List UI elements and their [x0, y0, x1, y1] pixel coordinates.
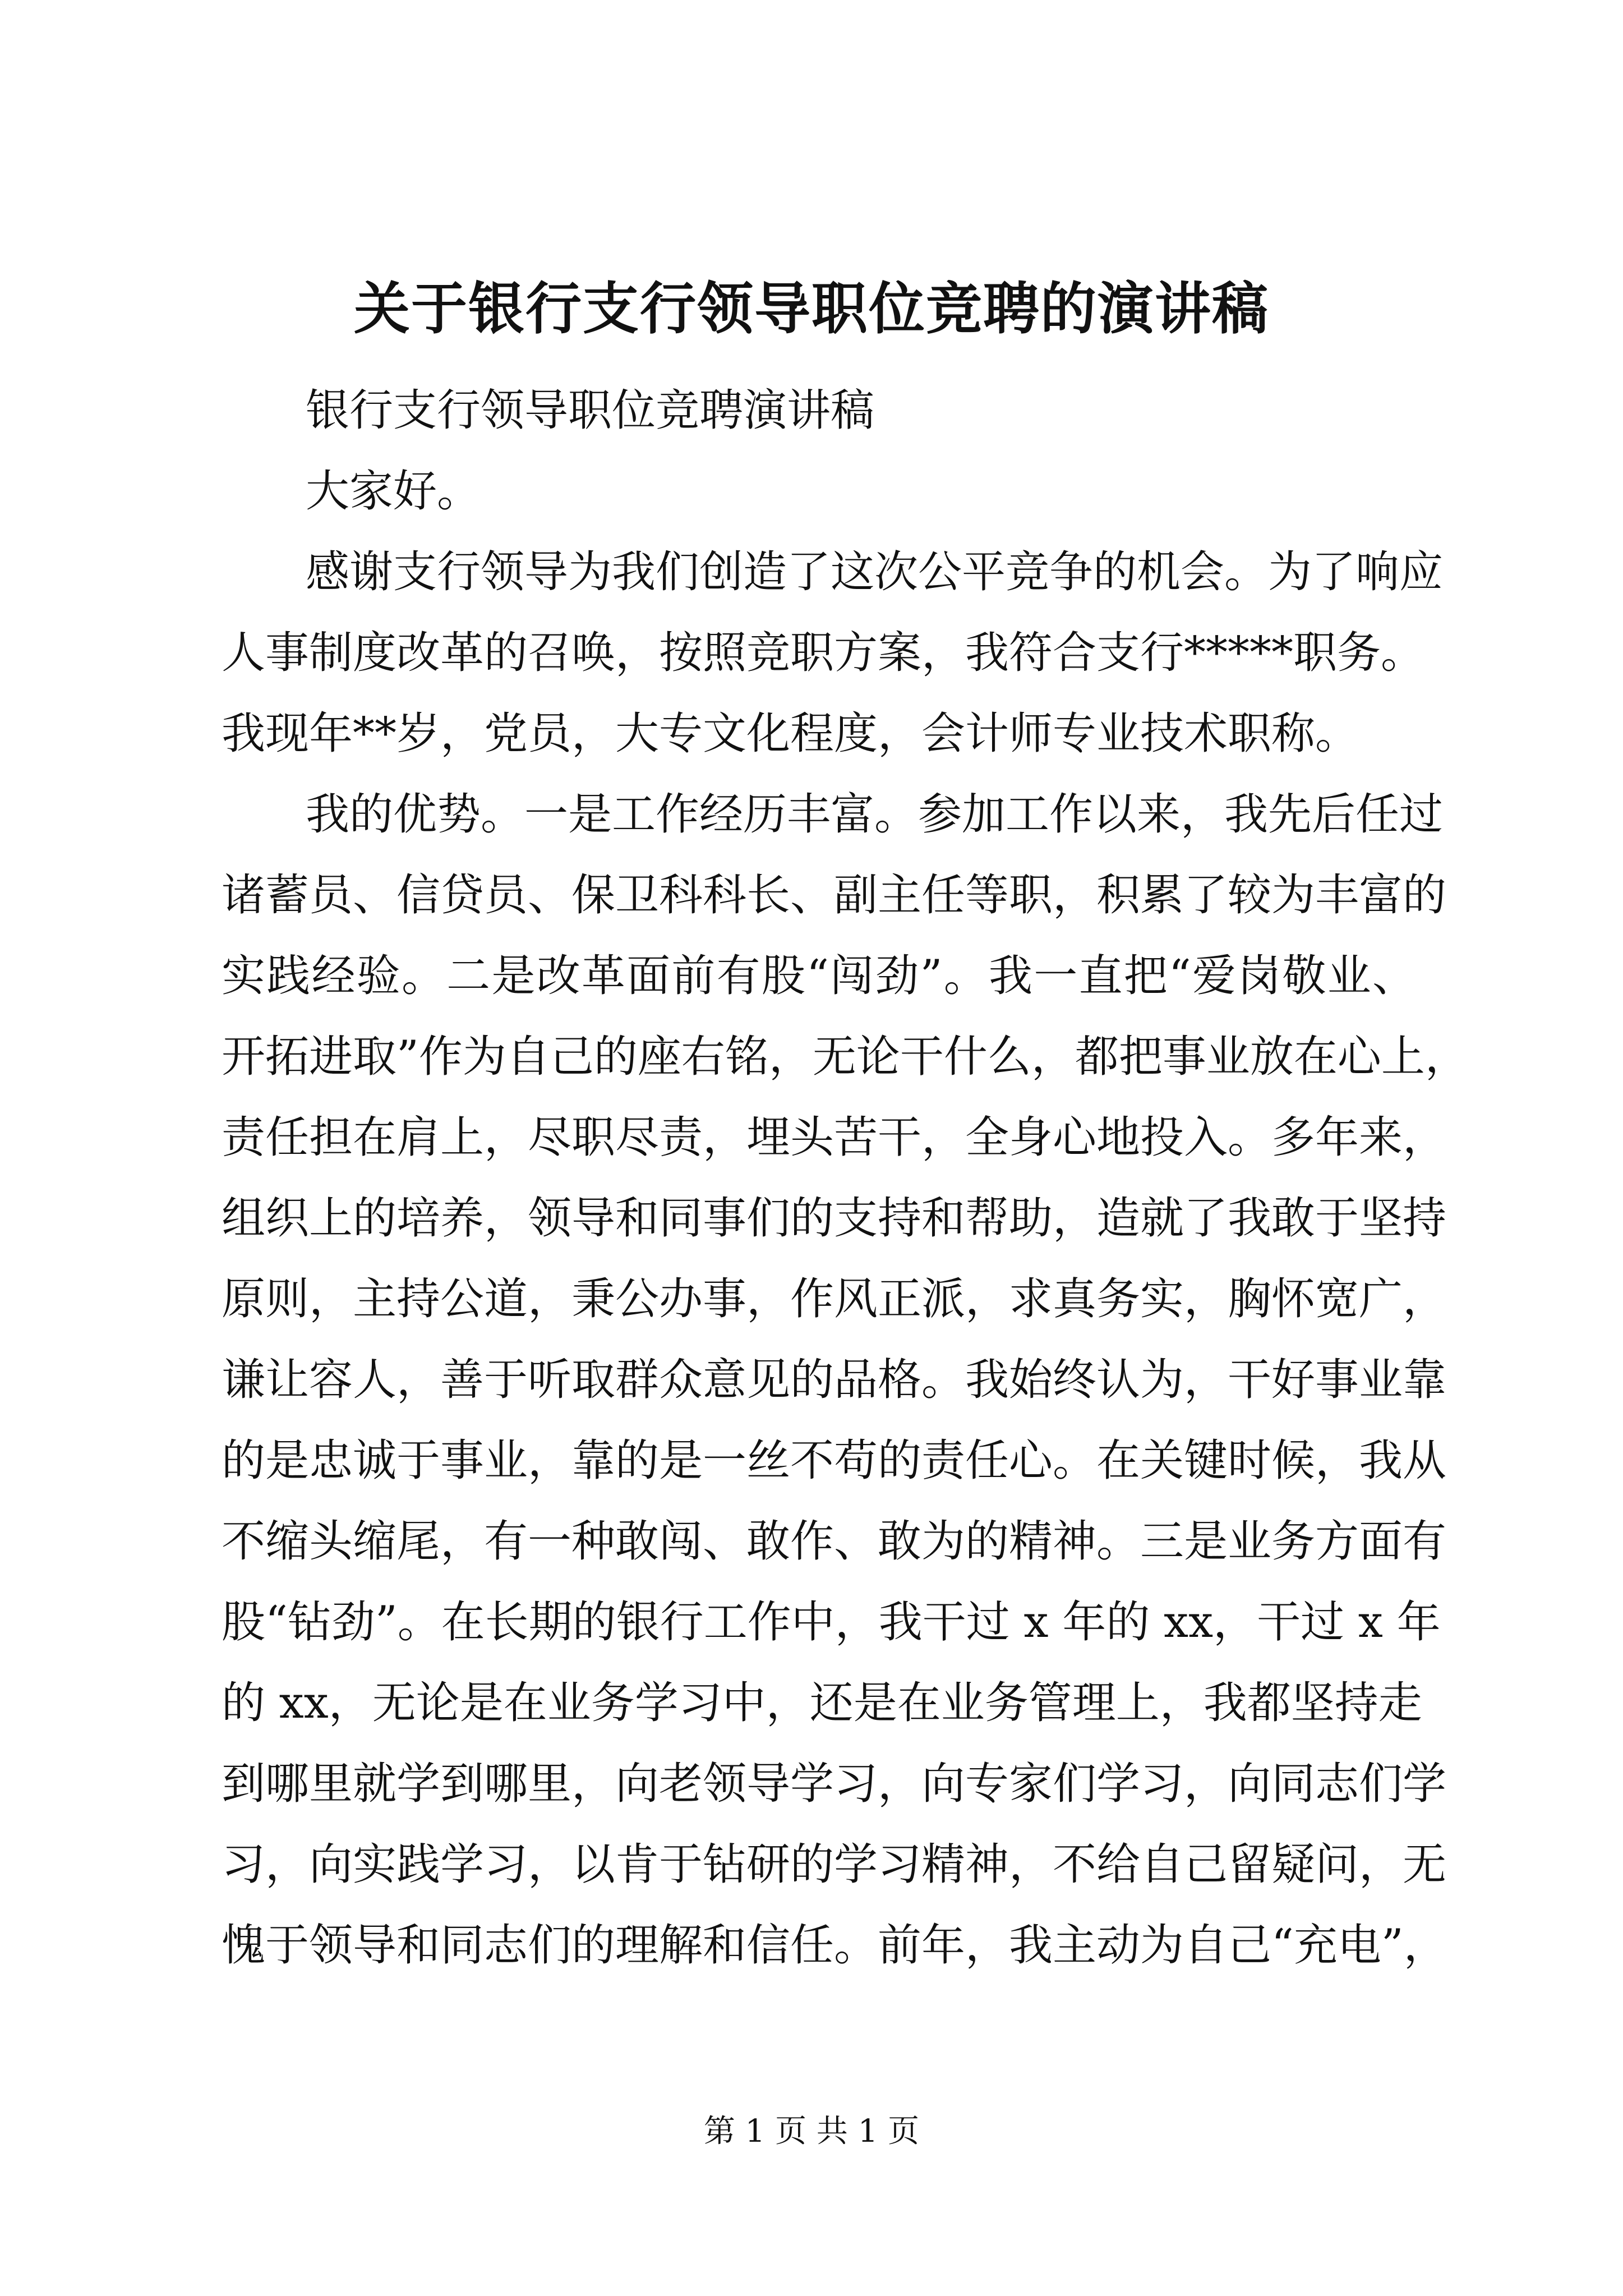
document-title: 关于银行支行领导职位竞聘的演讲稿	[354, 275, 1269, 342]
text-line: 组织上的培养，领导和同事们的支持和帮助，造就了我敢于坚持	[222, 1193, 1447, 1244]
text-line: 谦让容人，善于听取群众意见的品格。我始终认为，干好事业靠	[222, 1355, 1447, 1405]
greeting-line: 大家好。	[306, 466, 481, 517]
text-line: 我的优势。一是工作经历丰富。参加工作以来，我先后任过	[306, 789, 1444, 840]
page-footer: 第 1 页 共 1 页	[703, 2113, 920, 2150]
text-line: 到哪里就学到哪里，向老领导学习，向专家们学习，向同志们学	[222, 1759, 1447, 1809]
text-line: 原则，主持公道，秉公办事，作风正派，求真务实，胸怀宽广，	[222, 1274, 1447, 1324]
text-line: 不缩头缩尾，有一种敢闯、敢作、敢为的精神。三是业务方面有	[222, 1516, 1447, 1567]
text-line: 我现年**岁，党员，大专文化程度，会计师专业技术职称。	[222, 708, 1359, 759]
text-line: 人事制度改革的召唤，按照竞职方案，我符合支行*****职务。	[222, 628, 1425, 678]
text-line: 股“钻劲”。在长期的银行工作中，我干过 x 年的 xx，干过 x 年	[222, 1597, 1441, 1648]
text-line: 开拓进取”作为自己的座右铭，无论干什么，都把事业放在心上，	[222, 1032, 1469, 1082]
text-line: 的 xx，无论是在业务学习中，还是在业务管理上，我都坚持走	[222, 1678, 1422, 1728]
text-line: 愧于领导和同志们的理解和信任。前年，我主动为自己“充电”，	[222, 1920, 1447, 1971]
document-body	[222, 370, 1469, 1986]
text-line: 责任担在肩上，尽职尽责，埋头苦干，全身心地投入。多年来，	[222, 1112, 1447, 1163]
text-line: 的是忠诚于事业，靠的是一丝不苟的责任心。在关键时候，我从	[222, 1435, 1447, 1486]
text-line: 感谢支行领导为我们创造了这次公平竞争的机会。为了响应	[306, 547, 1444, 597]
text-line: 诸蓄员、信贷员、保卫科科长、副主任等职，积累了较为丰富的	[222, 870, 1447, 921]
text-line: 习，向实践学习，以肯于钻研的学习精神，不给自己留疑问，无	[222, 1839, 1447, 1890]
subtitle-line: 银行支行领导职位竞聘演讲稿	[306, 385, 875, 436]
text-line: 实践经验。二是改革面前有股“闯劲”。我一直把“爱岗敬业、	[222, 951, 1416, 1001]
